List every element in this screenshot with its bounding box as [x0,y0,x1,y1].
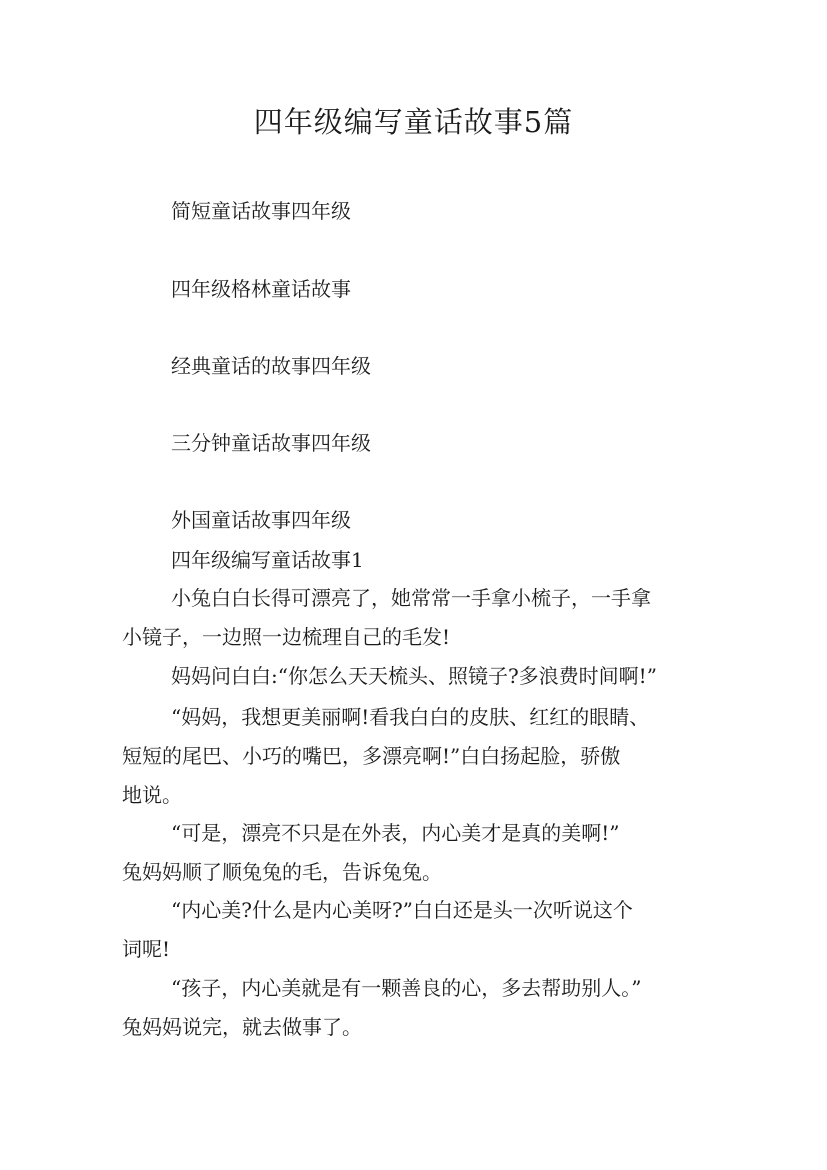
toc-item: 简短童话故事四年级 [171,199,351,223]
body-line: 短短的尾巴、小巧的嘴巴，多漂亮啊!”白白扬起脸，骄傲 [122,744,621,768]
body-line: 兔妈妈顺了顺兔兔的毛，告诉兔兔。 [122,860,442,884]
body-line: 兔妈妈说完，就去做事了。 [122,1015,362,1039]
document-title: 四年级编写童话故事5篇 [253,105,574,139]
body-line: 词呢! [122,937,171,961]
body-line: 地说。 [122,783,182,807]
body-line: “孩子，内心美就是有一颗善良的心，多去帮助别人。” [171,976,642,1000]
toc-item: 外国童话故事四年级 [171,508,351,532]
body-line: 小镜子，一边照一边梳理自己的毛发! [122,625,451,649]
body-line: “可是，漂亮不只是在外表，内心美才是真的美啊!” [171,821,620,845]
body-line: 小兔白白长得可漂亮了，她常常一手拿小梳子，一手拿 [171,586,651,610]
body-line: “妈妈，我想更美丽啊!看我白白的皮肤、红红的眼睛、 [171,705,650,729]
toc-item: 三分钟童话故事四年级 [171,431,371,455]
body-line: 妈妈问白白:“你怎么天天梳头、照镜子?多浪费时间啊!” [171,664,657,688]
toc-item: 四年级格林童话故事 [171,277,351,301]
section-heading: 四年级编写童话故事1 [171,548,364,572]
body-line: “内心美?什么是内心美呀?”白白还是头一次听说这个 [171,898,633,922]
toc-item: 经典童话的故事四年级 [171,354,371,378]
